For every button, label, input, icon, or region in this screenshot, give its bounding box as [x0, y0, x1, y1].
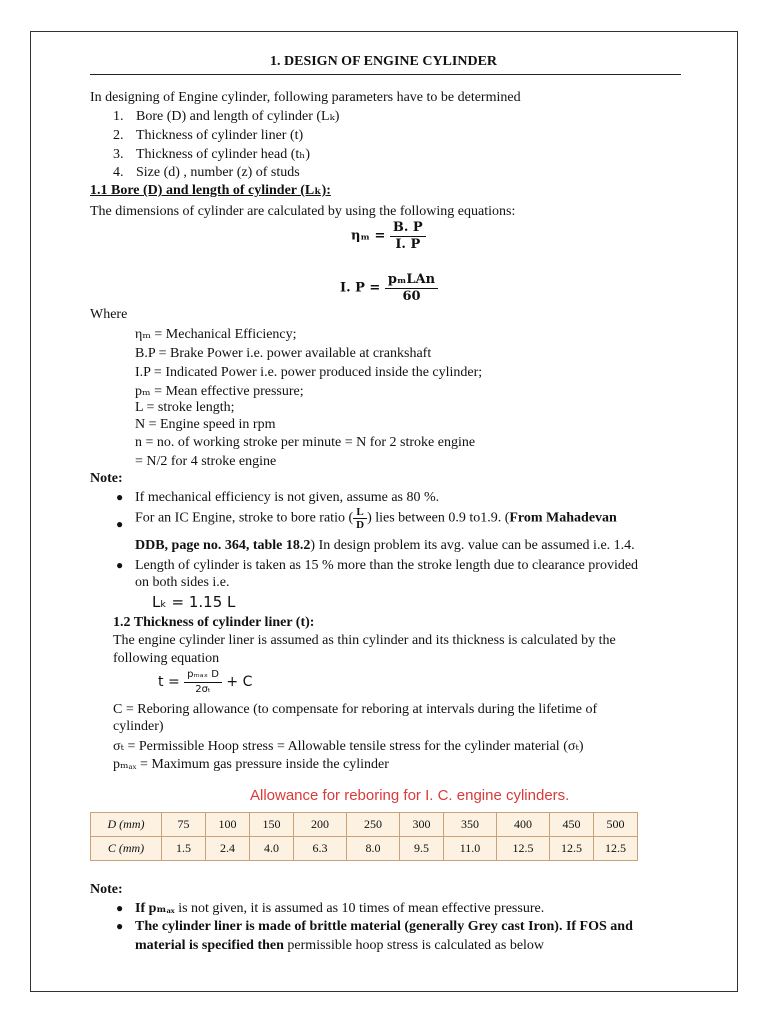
- list-item: [113, 146, 124, 163]
- table-row: [91, 837, 638, 861]
- equation-liner-thickness: [158, 668, 252, 697]
- equation-cylinder-length: Lₖ = 1.15 L: [152, 593, 236, 611]
- table-cell: 12.5: [497, 837, 550, 861]
- eq2-denominator: 60: [402, 289, 421, 304]
- eq2-fraction: [385, 272, 438, 305]
- table-cell: 400: [497, 813, 550, 837]
- note-pmax-bold: If pₘₐₓ: [135, 901, 175, 916]
- list-number: 3.: [113, 147, 124, 162]
- note-stroke-bore-line2: [135, 537, 635, 554]
- note-liner-material-line2: [135, 937, 544, 954]
- list-item-text: Bore (D) and length of cylinder (Lₖ): [136, 109, 340, 124]
- table-cell: 2.4: [206, 837, 250, 861]
- table-row: [91, 813, 638, 837]
- table-cell: 12.5: [594, 837, 638, 861]
- table-cell: 75: [162, 813, 206, 837]
- note-text: For an IC Engine, stroke to bore ratio (: [135, 510, 354, 526]
- eq-t-rhs: + C: [226, 674, 253, 690]
- note-reference: From Mahadevan: [509, 510, 617, 526]
- fraction-denominator: D: [356, 519, 365, 531]
- table-cell: 250: [347, 813, 400, 837]
- table-cell: 1.5: [162, 837, 206, 861]
- list-number: 2.: [113, 128, 124, 143]
- table-cell: 4.0: [250, 837, 294, 861]
- def-working-strokes: n = no. of working stroke per minute = N for 2 stroke engine: [135, 435, 476, 450]
- table-cell: 8.0: [347, 837, 400, 861]
- table-cell: 500: [594, 813, 638, 837]
- eq1-denominator: I. P: [395, 237, 421, 252]
- def-four-stroke: = N/2 for 4 stroke engine: [135, 454, 277, 469]
- equation-indicated-power: [340, 272, 438, 305]
- where-label: Where: [90, 307, 128, 322]
- eq-t-fraction: [184, 668, 222, 697]
- def-hoop-stress: σₜ = Permissible Hoop stress = Allowable tensile stress for the cylinder material (σₜ): [113, 739, 584, 754]
- section-heading-1-1: 1.1 Bore (D) and length of cylinder (Lₖ):: [90, 183, 331, 198]
- page-title: 1. DESIGN OF ENGINE CYLINDER: [270, 54, 498, 69]
- def-engine-speed: N = Engine speed in rpm: [135, 417, 276, 432]
- note-cylinder-length: Length of cylinder is taken as 15 % more than the stroke length due to clearance provided: [135, 558, 639, 573]
- note-cylinder-length-line2: on both sides i.e.: [135, 575, 230, 590]
- list-item: [113, 127, 124, 144]
- section-1-2-text-line2: following equation: [113, 651, 220, 666]
- table-cell: 300: [400, 813, 444, 837]
- list-item-text: Thickness of cylinder head (tₕ): [136, 147, 310, 162]
- list-item-text: Thickness of cylinder liner (t): [136, 128, 304, 143]
- table-cell: 200: [294, 813, 347, 837]
- eq1-numerator: B. P: [390, 220, 426, 237]
- section-1-1-text: The dimensions of cylinder are calculated by using the following equations:: [90, 204, 516, 219]
- table-cell: 150: [250, 813, 294, 837]
- def-mech-efficiency: ηₘ = Mechanical Efficiency;: [135, 327, 297, 342]
- list-item: [113, 108, 124, 125]
- list-number: 4.: [113, 165, 124, 180]
- table-cell: 100: [206, 813, 250, 837]
- list-number: 1.: [113, 109, 124, 124]
- bullet-icon: ●: [116, 517, 124, 531]
- def-max-pressure: pₘₐₓ = Maximum gas pressure inside the cylinder: [113, 757, 389, 772]
- note-liner-text: permissible hoop stress is calculated as below: [283, 938, 545, 953]
- equation-mech-efficiency: [351, 220, 426, 253]
- note-reference: DDB, page no. 364, table 18.2: [135, 538, 311, 553]
- note-stroke-bore: [135, 506, 678, 531]
- eq2-numerator: pₘLAn: [385, 272, 438, 289]
- table-cell: 9.5: [400, 837, 444, 861]
- note-liner-bold: material is specified then: [135, 938, 284, 953]
- note-text: ) lies between 0.9 to1.9. (: [367, 510, 510, 526]
- reboring-allowance-table: [90, 812, 638, 861]
- bullet-icon: ●: [116, 919, 124, 933]
- def-reboring-allowance-line2: cylinder): [113, 719, 164, 734]
- note-pmax-text: is not given, it is assumed as 10 times of mean effective pressure.: [174, 901, 545, 916]
- note-text: ) In design problem its avg. value can be assumed i.e. 1.4.: [310, 538, 635, 553]
- table-header-c: C (mm): [91, 837, 162, 861]
- eq1-fraction: [390, 220, 426, 253]
- bullet-icon: ●: [116, 490, 124, 504]
- eq-t-denominator: 2σₜ: [195, 684, 211, 695]
- def-indicated-power: I.P = Indicated Power i.e. power produced inside the cylinder;: [135, 365, 483, 380]
- note-pmax: [135, 900, 544, 917]
- section-1-2-text: The engine cylinder liner is assumed as thin cylinder and its thickness is calculated by the: [113, 633, 616, 648]
- eq-t-numerator: pₘₐₓ D: [184, 668, 222, 683]
- table-cell: 350: [444, 813, 497, 837]
- list-item-text: Size (d) , number (z) of studs: [136, 165, 300, 180]
- table-cell: 12.5: [550, 837, 594, 861]
- l-over-d-fraction: [353, 506, 367, 531]
- def-mean-pressure: pₘ = Mean effective pressure;: [135, 384, 304, 399]
- intro-text: In designing of Engine cylinder, following parameters have to be determined: [90, 90, 521, 105]
- table-title: Allowance for reboring for I. C. engine cylinders.: [250, 787, 570, 804]
- bullet-icon: ●: [116, 901, 124, 915]
- title-rule: [90, 74, 681, 75]
- def-reboring-allowance: C = Reboring allowance (to compensate for reboring at intervals during the lifetime of: [113, 702, 598, 717]
- eq1-lhs: ηₘ =: [351, 228, 386, 244]
- note-label: Note:: [90, 471, 123, 486]
- def-brake-power: B.P = Brake Power i.e. power available at crankshaft: [135, 346, 432, 361]
- section-heading-1-2: 1.2 Thickness of cylinder liner (t):: [113, 615, 315, 630]
- list-item: [113, 164, 124, 181]
- eq-t-lhs: t =: [158, 674, 180, 690]
- fraction-numerator: L: [353, 506, 366, 519]
- table-cell: 11.0: [444, 837, 497, 861]
- def-stroke-length: L = stroke length;: [135, 400, 235, 415]
- note2-label: Note:: [90, 882, 123, 897]
- bullet-icon: ●: [116, 558, 124, 572]
- table-header-d: D (mm): [91, 813, 162, 837]
- eq2-lhs: I. P =: [340, 280, 381, 296]
- table-cell: 450: [550, 813, 594, 837]
- note-liner-material: The cylinder liner is made of brittle material (generally Grey cast Iron). If FOS and: [135, 919, 633, 934]
- note-efficiency: If mechanical efficiency is not given, assume as 80 %.: [135, 490, 440, 505]
- table-cell: 6.3: [294, 837, 347, 861]
